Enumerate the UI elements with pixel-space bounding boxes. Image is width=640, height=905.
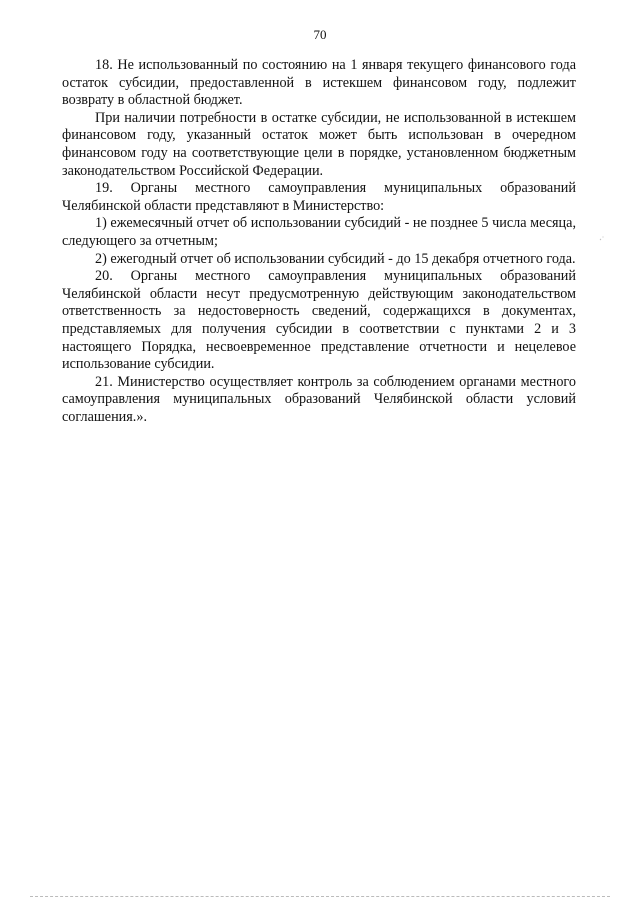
scan-bottom-edge [30, 896, 610, 897]
paragraph-19-item-2: 2) ежегодный отчет об использовании субсидий - до 15 декабря отчетного года. [95, 250, 576, 267]
scan-speck-mark [599, 235, 605, 241]
paragraph-18-continuation: При наличии потребности в остатке субсидии, не использованной в истекшем финансовом году, указанный остаток может быть использован в очередном финансовом году на соответствующие цели в порядке, установленном бюджетным законодательством Российской Федерации. [62, 109, 576, 179]
paragraph-19: 19. Органы местного самоуправления муниципальных образований Челябинской области представляют в Министерство: [62, 180, 576, 214]
page-number: 70 [313, 27, 327, 42]
paragraph-21: 21. Министерство осуществляет контроль за соблюдением органами местного самоуправления муниципальных образований Челябинской области условий соглашения.». [62, 373, 576, 425]
paragraph-19-item-1: 1) ежемесячный отчет об использовании субсидий - не позднее 5 числа месяца, следующего за отчетным; [62, 215, 576, 249]
paragraph-18: 18. Не использованный по состоянию на 1 января текущего финансового года остаток субсидии, предоставленной в истекшем финансовом году, подлежит возврату в областной бюджет. [62, 57, 576, 109]
document-body [62, 57, 576, 426]
paragraph-20: 20. Органы местного самоуправления муниципальных образований Челябинской области несут предусмотренную действующим законодательством ответственность за недостоверность сведений, содержащихся в документах, представляемых для получения субсидии в соответствии с пунктами 2 и 3 настоящего Порядка, несвоевременное представление отчетности и нецелевое использование субсидии. [62, 268, 576, 373]
